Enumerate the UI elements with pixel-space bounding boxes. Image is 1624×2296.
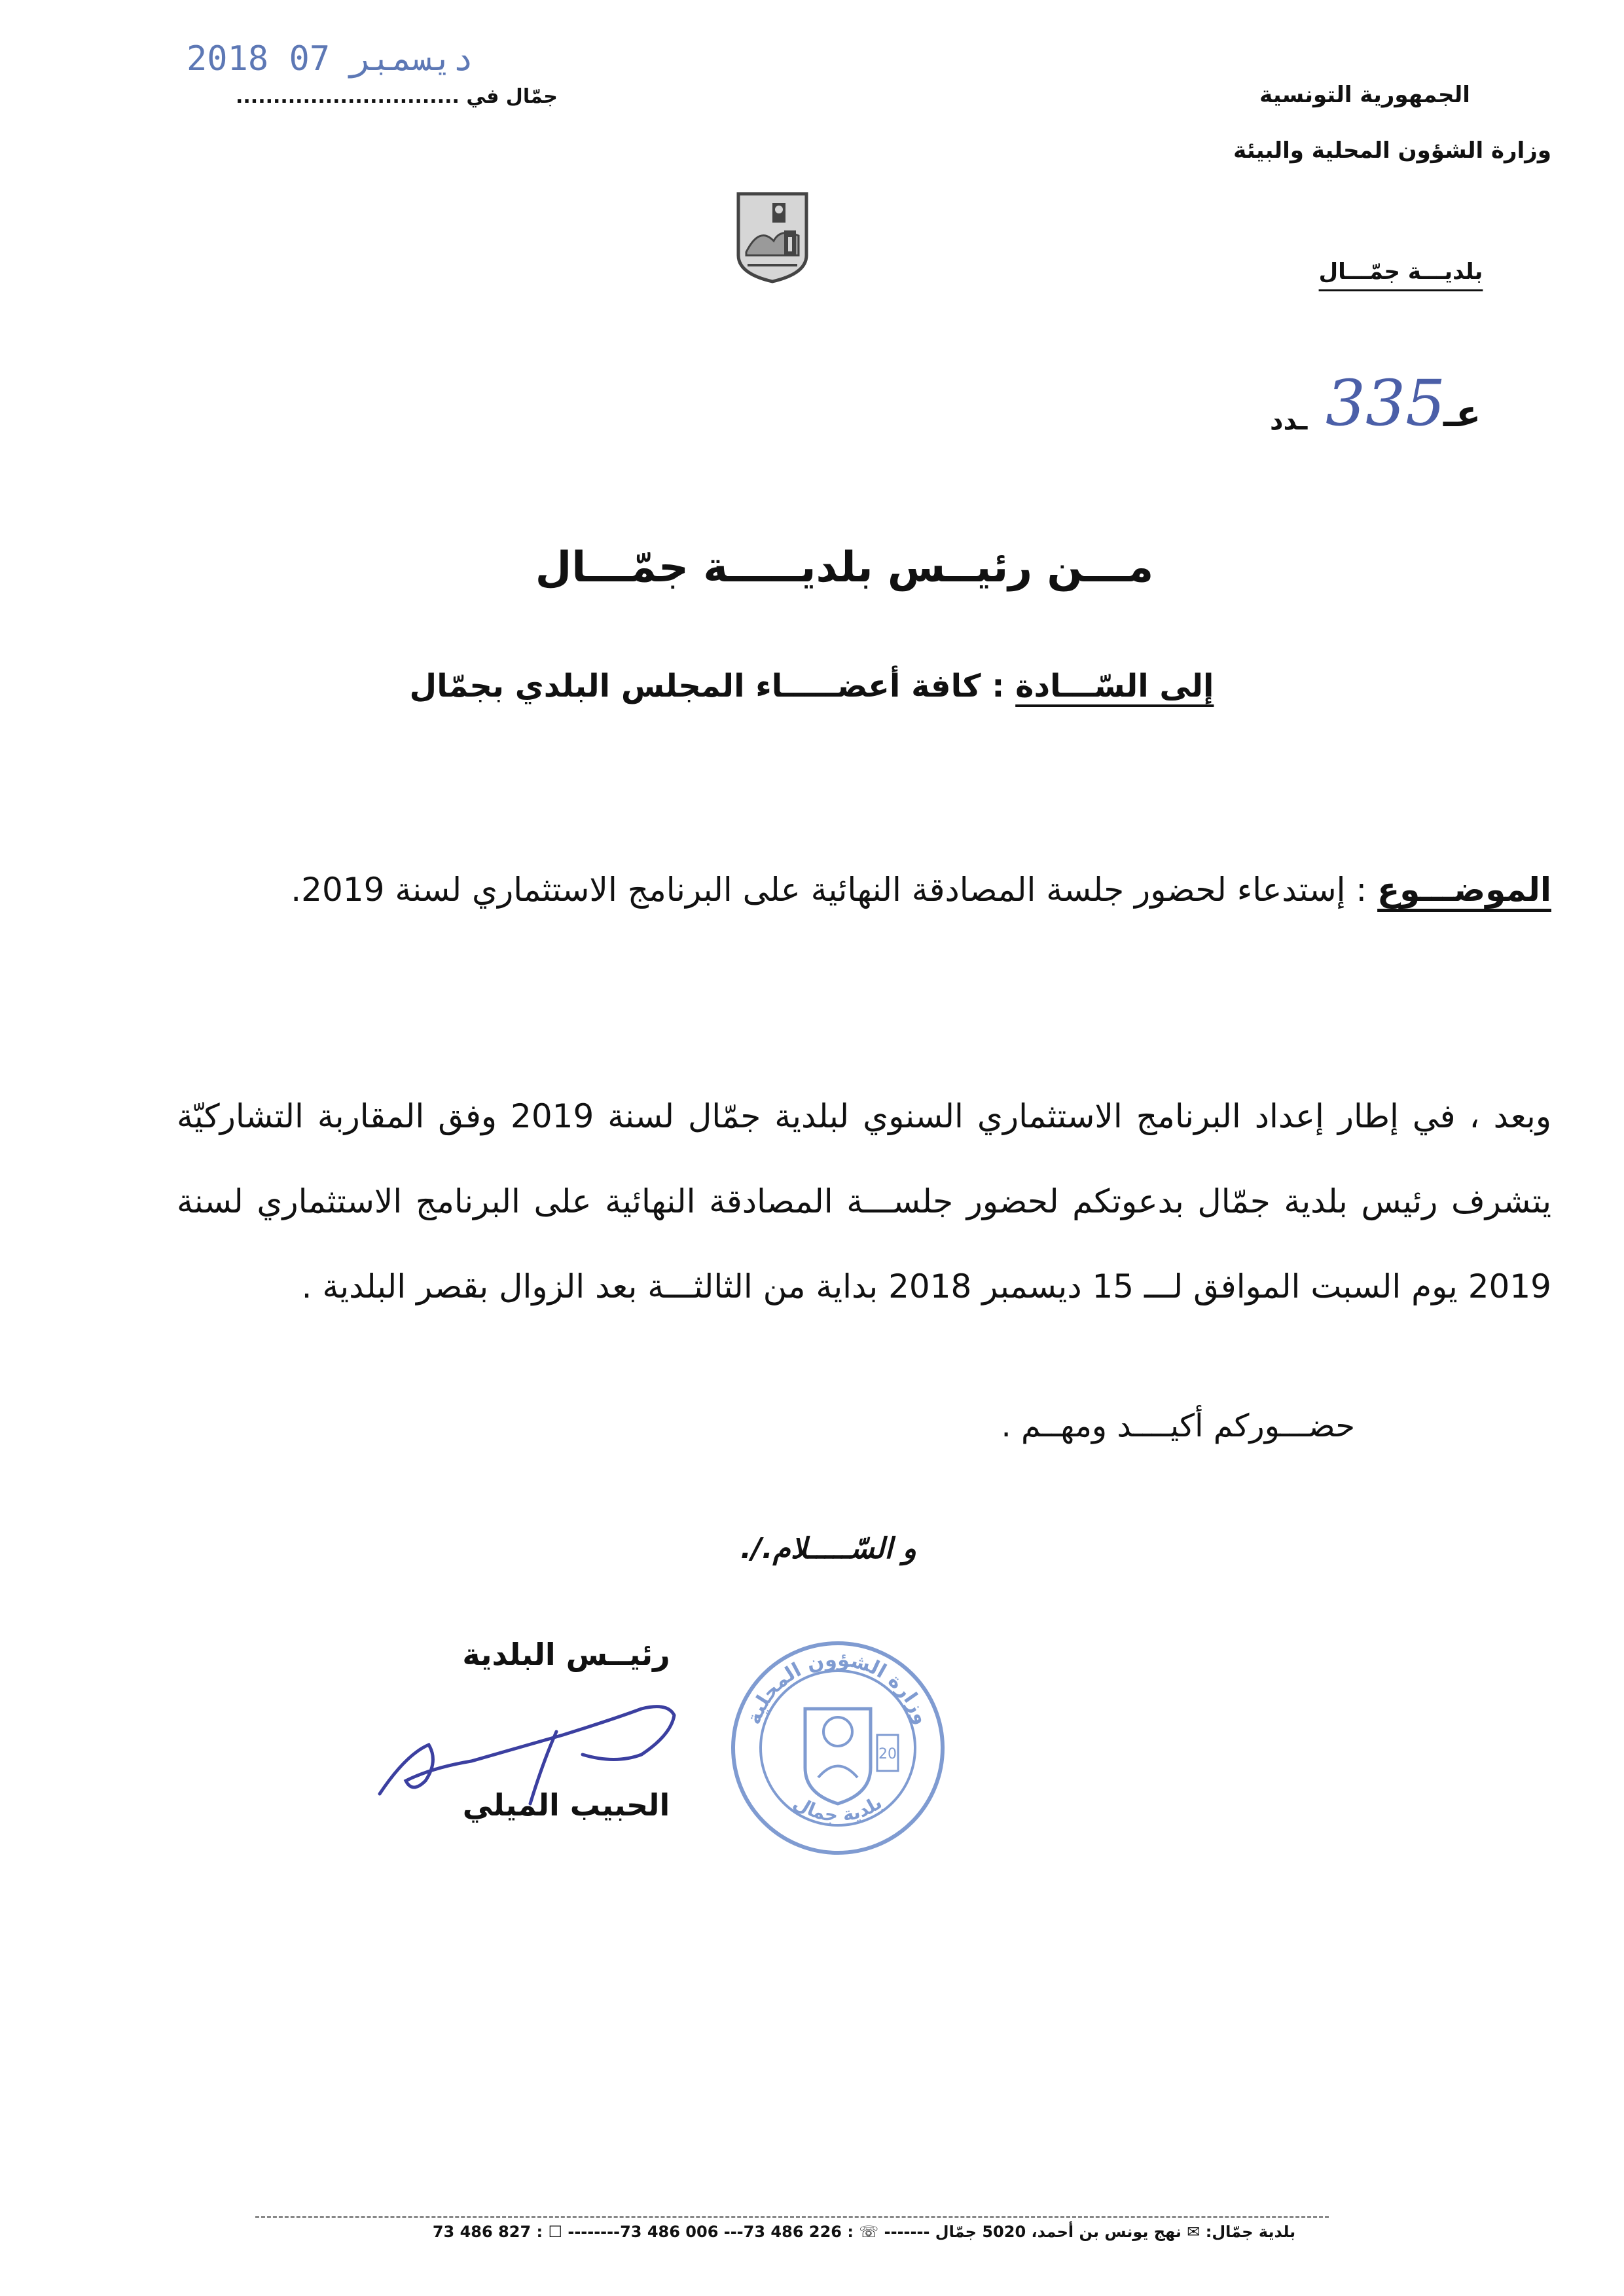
place-date-dots: .............................. (236, 85, 460, 108)
svg-text:وزارة الشؤون المحلية (742, 1649, 933, 1728)
subject-line (209, 871, 1551, 909)
subject-label: الموضـــوع (1377, 871, 1551, 909)
signature-title: رئيــس البلدية (462, 1637, 670, 1672)
closing-line: حضـــوركم أكيــــد ومهــم . (1001, 1408, 1355, 1444)
letter-title: مـــن رئيــس بلديـــــة جمّـــال (535, 543, 1154, 592)
body-paragraph: وبعد ، في إطار إعداد البرنامج الاستثماري السنوي لبلدية جمّال لسنة 2019 وفق المقاربة التشاركيّة يتشرف رئيس بلدية جمّال بدعوتكم لحضور جلســـة المصادقة النهائية على البرنامج الاستثماري لسنة 2019 يوم السبت الموافق لـــ 15 ديسمبر 2018 بداية من الثالثـــة بعد الزوال بقصر البلدية . (177, 1097, 1551, 1305)
salutation: و السّـــــلام./. (740, 1532, 916, 1565)
header-ministry: وزارة الشؤون المحلية والبيئة (1233, 137, 1551, 164)
addressee-label: إلى السّـــادة (1015, 668, 1214, 704)
reference-label (1270, 406, 1307, 436)
signatory-name: الحبيب الميلي (462, 1787, 670, 1823)
seal-outer-text: وزارة الشؤون المحلية (742, 1648, 933, 1728)
reference-label-suffix: ـدد (1270, 406, 1308, 436)
seal-inner-text: بلدية جمال (789, 1791, 886, 1826)
reference-number: 335 (1326, 367, 1446, 440)
official-seal (727, 1637, 949, 1859)
header-municipality: بلديـــة جمّـــال (1318, 259, 1483, 285)
header-country: الجمهورية التونسية (1259, 82, 1470, 108)
footer-divider (255, 2216, 1329, 2218)
addressee-text: : كافة أعضـــــاء المجلس البلدي بجمّال (409, 668, 1016, 704)
reference-label-prefix: عـ (1443, 393, 1481, 435)
received-date-stamp: 2018 ديسمبر 07 (187, 39, 474, 79)
place-date-line (236, 85, 558, 108)
svg-text:بلدية جمال (790, 1791, 886, 1826)
addressee-line (393, 668, 1231, 704)
footer-contact: بلدية جمّال: ✉ نهج يونس بن أحمد، 5020 جمّال ------- ☏ : 226 486 73--- 006 486 73-------- ☐ : 827 486 73 (432, 2223, 1296, 2241)
place-date-prefix: جمّال في (466, 85, 558, 108)
subject-text: : إستدعاء لحضور جلسة المصادقة النهائية على البرنامج الاستثماري لسنة 2019. (291, 871, 1378, 909)
seal-number: 20 (878, 1746, 897, 1762)
municipal-emblem-icon (733, 190, 812, 285)
